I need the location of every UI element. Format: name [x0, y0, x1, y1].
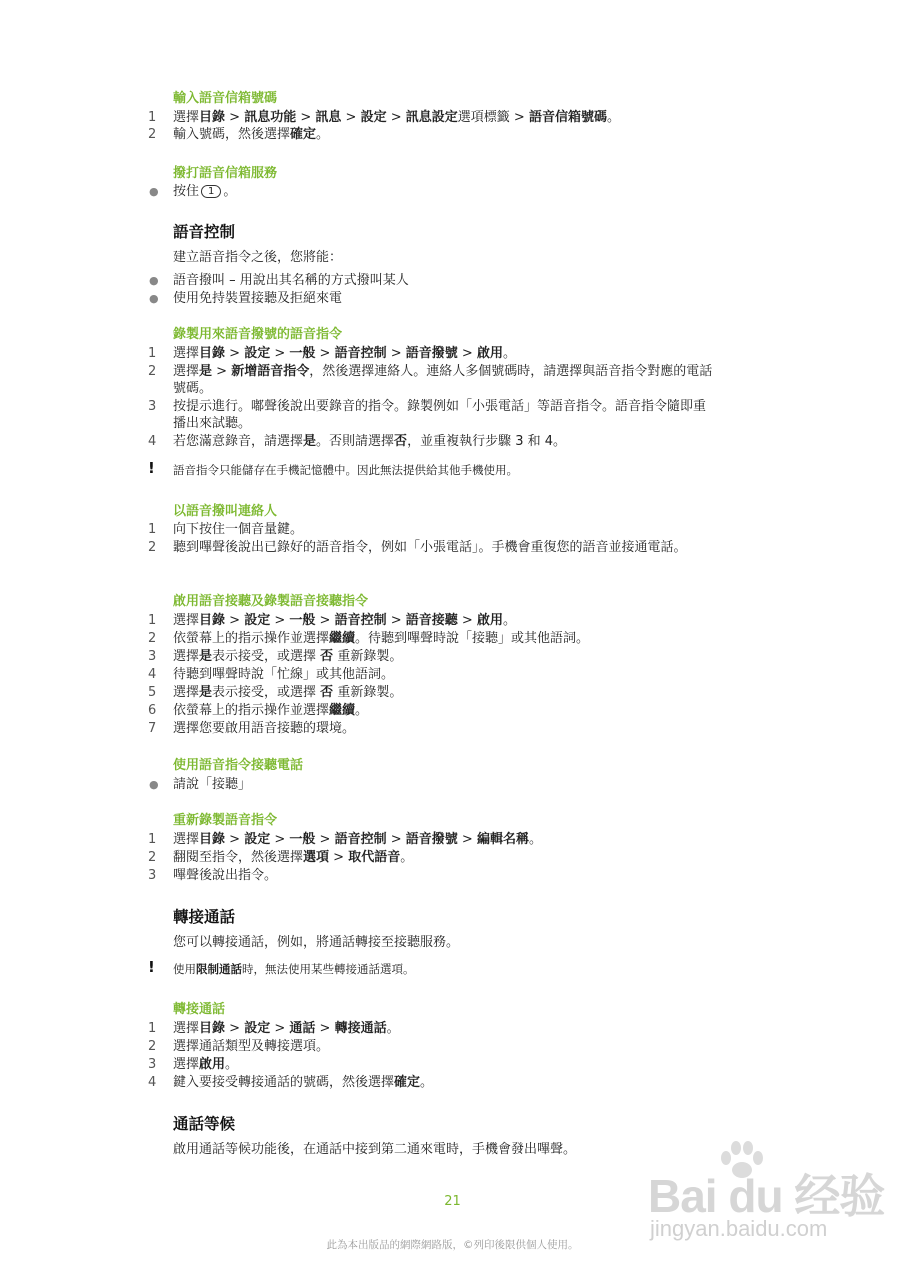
step-number: 3	[148, 399, 157, 414]
step-number: 4	[148, 667, 157, 682]
section-title-divert: 轉接通話	[173, 908, 236, 926]
step-number: 1	[148, 832, 157, 847]
section-title-call-waiting: 通話等候	[173, 1115, 236, 1133]
voice-control-intro: 建立語音指令之後，您將能：	[173, 250, 343, 265]
heading-voicemail-call: 撥打語音信箱服務	[173, 166, 278, 181]
step-number: 3	[148, 1057, 157, 1072]
section-title-voice-control: 語音控制	[173, 223, 236, 241]
step-number: 3	[148, 649, 157, 664]
heading-answer-with-voice: 使用語音指令接聽電話	[173, 758, 304, 773]
heading-divert: 轉接通話	[173, 1002, 226, 1017]
step-text: 待聽到嗶聲時說「忙線」或其他語詞。	[173, 667, 395, 682]
heading-voicemail-input: 輸入語音信箱號碼	[173, 91, 278, 106]
step-number: 2	[148, 850, 157, 865]
step-text: 按提示進行。嘟聲後說出要錄音的指令。錄製例如「小張電話」等語音指令。語音指令隨即重播出來試聽。	[173, 399, 707, 431]
step-text: 翻閱至指令，然後選擇選項 > 取代語音。	[173, 850, 414, 865]
bullet-text: 使用免持裝置接聽及拒絕來電	[173, 291, 343, 306]
note-text: 使用限制通話時，無法使用某些轉接通話選項。	[173, 962, 415, 976]
step-number: 6	[148, 703, 157, 718]
exclamation-icon: !	[148, 958, 155, 976]
step-number: 4	[148, 1075, 157, 1090]
step-number: 4	[148, 434, 157, 449]
step-text: 向下按住一個音量鍵。	[173, 522, 304, 537]
call-waiting-intro: 啟用通話等候功能後，在通話中接到第二通來電時，手機會發出嗶聲。	[173, 1142, 577, 1157]
exclamation-icon: !	[148, 459, 155, 477]
step-text: 依螢幕上的指示操作並選擇繼續。待聽到嗶聲時說「接聽」或其他語詞。	[173, 631, 590, 646]
step-number: 1	[148, 613, 157, 628]
step-text: 選擇目錄 > 設定 > 一般 > 語音控制 > 語音撥號 > 啟用。	[173, 346, 516, 361]
step-text: 選擇啟用。	[173, 1057, 239, 1072]
step-text: 選擇您要啟用語音接聽的環境。	[173, 721, 356, 736]
step-text: 選擇目錄 > 訊息功能 > 訊息 > 設定 > 訊息設定選項標籤 > 語音信箱號碼。	[173, 110, 620, 125]
bullet-dot: ●	[149, 185, 159, 198]
watermark-url: jingyan.baidu.com	[650, 1216, 828, 1241]
note-text: 語音指令只能儲存在手機記憶體中。因此無法提供給其他手機使用。	[173, 463, 518, 477]
heading-voice-answer: 啟用語音接聽及錄製語音接聽指令	[173, 594, 369, 609]
step-text: 選擇通話類型及轉接選項。	[173, 1039, 330, 1054]
bullet-dot: ●	[149, 274, 159, 287]
step-text: 若您滿意錄音，請選擇是。否則請選擇否，並重複執行步驟 3 和 4。	[173, 434, 567, 449]
step-number: 1	[148, 522, 157, 537]
step-text: 選擇是 > 新增語音指令，然後選擇連絡人。連絡人多個號碼時，請選擇與語音指令對應的電話號碼。	[173, 364, 713, 396]
step-number: 2	[148, 631, 157, 646]
watermark-logo: Bai du 经验	[648, 1170, 885, 1222]
heading-record-dial: 錄製用來語音撥號的語音指令	[173, 327, 343, 342]
divert-intro: 您可以轉接通話，例如，將通話轉接至接聽服務。	[173, 935, 460, 950]
step-text: 選擇目錄 > 設定 > 通話 > 轉接通話。	[173, 1021, 400, 1036]
step-text: 選擇目錄 > 設定 > 一般 > 語音控制 > 語音撥號 > 編輯名稱。	[173, 832, 542, 847]
step-text: 選擇是表示接受，或選擇 否 重新錄製。	[173, 649, 403, 664]
step-text: 聽到嗶聲後說出已錄好的語音指令，例如「小張電話」。手機會重復您的語音並接通電話。	[173, 540, 687, 555]
step-number: 2	[148, 127, 157, 142]
step-number: 3	[148, 868, 157, 883]
step-number: 1	[148, 346, 157, 361]
step-number: 7	[148, 721, 157, 736]
bullet-text: 語音撥叫 – 用說出其名稱的方式撥叫某人	[173, 273, 409, 288]
step-text: 嗶聲後說出指令。	[173, 868, 278, 883]
step-text: 選擇是表示接受，或選擇 否 重新錄製。	[173, 685, 403, 700]
step-text: 輸入號碼，然後選擇確定。	[173, 127, 330, 142]
key-1-icon: 1	[201, 185, 221, 198]
heading-rerecord: 重新錄製語音指令	[173, 813, 278, 828]
bullet-dot: ●	[149, 778, 159, 791]
bullet-text: 請說「接聽」	[173, 777, 252, 792]
step-text: 鍵入要接受轉接通話的號碼，然後選擇確定。	[173, 1075, 434, 1090]
step-number: 1	[148, 1021, 157, 1036]
step-number: 1	[148, 110, 157, 125]
step-number: 2	[148, 364, 157, 379]
bullet-dot: ●	[149, 292, 159, 305]
page-number: 21	[444, 1194, 461, 1209]
page-footer: 此為本出版品的網際網路版，©列印後限供個人使用。	[326, 1239, 579, 1251]
step-number: 2	[148, 1039, 157, 1054]
step-number: 2	[148, 540, 157, 555]
step-number: 5	[148, 685, 157, 700]
step-text: 選擇目錄 > 設定 > 一般 > 語音控制 > 語音接聽 > 啟用。	[173, 613, 516, 628]
heading-voice-dial: 以語音撥叫連絡人	[173, 504, 278, 519]
bullet-text: 按住 1 。	[173, 184, 237, 199]
step-text: 依螢幕上的指示操作並選擇繼續。	[173, 703, 369, 718]
